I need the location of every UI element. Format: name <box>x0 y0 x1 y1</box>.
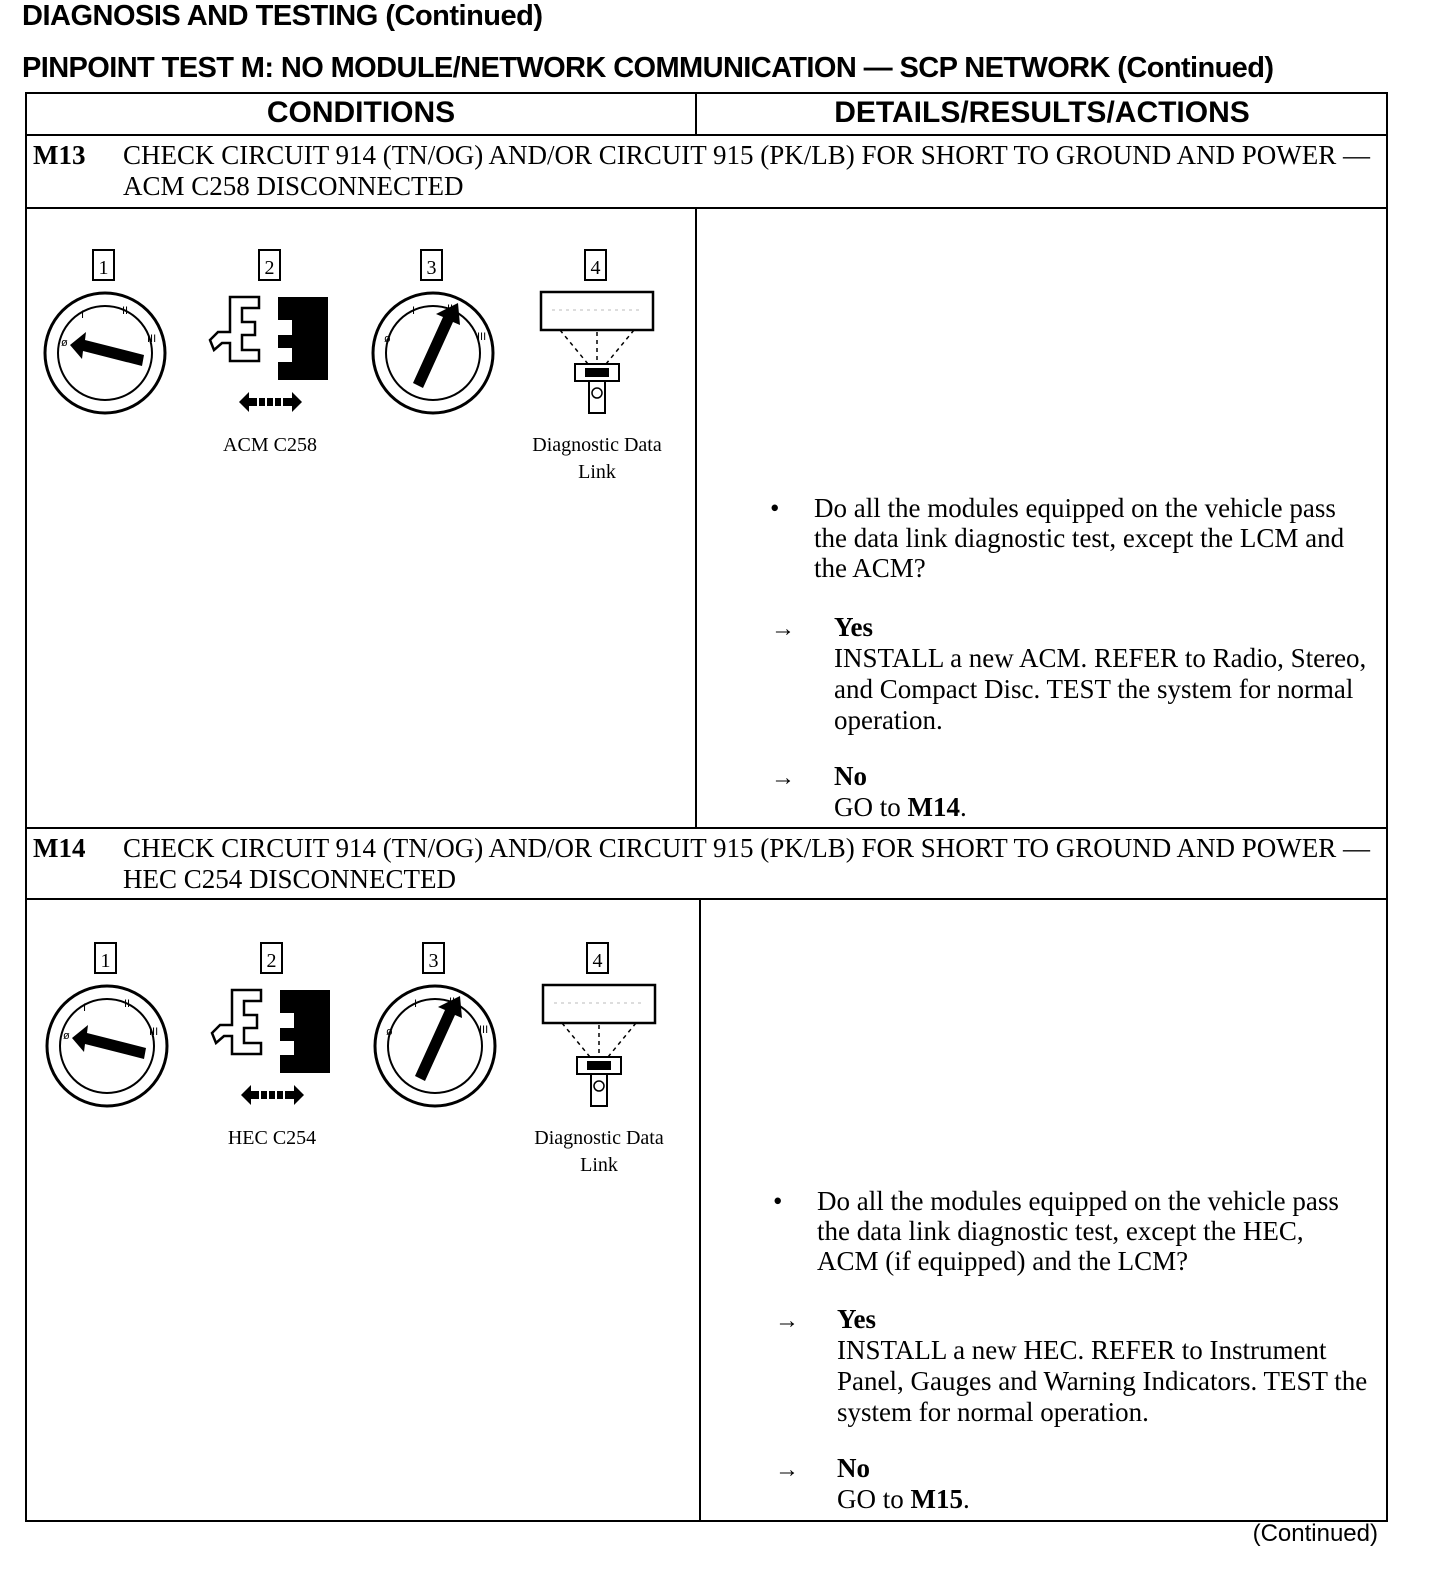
connector-label: ACM C258 <box>223 434 317 456</box>
svg-text:3: 3 <box>428 950 439 972</box>
next-step-ref: M14 <box>907 792 960 822</box>
svg-text:2: 2 <box>266 950 277 972</box>
bullet: • <box>770 493 780 523</box>
row-divider <box>27 898 1386 900</box>
svg-text:III: III <box>147 333 157 345</box>
next-step-ref: M15 <box>910 1484 963 1514</box>
svg-text:I: I <box>81 309 85 321</box>
ignition-off-icon <box>47 986 167 1106</box>
svg-text:ø: ø <box>63 1030 70 1042</box>
step-number-box <box>93 250 114 280</box>
step-title: CHECK CIRCUIT 914 (TN/OG) AND/OR CIRCUIT 915 (PK/LB) FOR SHORT TO GROUND AND POWER — ACM C258 DISCONNECTED <box>123 140 1370 201</box>
svg-text:2: 2 <box>264 257 275 279</box>
step-number-box <box>585 250 606 280</box>
column-divider <box>699 898 701 1520</box>
svg-text:3: 3 <box>426 257 437 279</box>
diagnostic-tool-icon <box>541 292 653 413</box>
m14-procedure-graphics <box>42 933 692 1118</box>
continued-note: (Continued) <box>1252 1520 1378 1547</box>
ignition-off-icon <box>45 293 165 413</box>
svg-text:1: 1 <box>100 950 111 972</box>
svg-text:4: 4 <box>592 950 603 972</box>
no-action: GO to M15. <box>837 1484 970 1514</box>
col-header-details: DETAILS/RESULTS/ACTIONS <box>834 96 1250 129</box>
step-title: CHECK CIRCUIT 914 (TN/OG) AND/OR CIRCUIT 915 (PK/LB) FOR SHORT TO GROUND AND POWER — HEC C254 DISCONNECTED <box>123 833 1370 894</box>
yes-label: Yes <box>837 1304 876 1334</box>
page-title: DIAGNOSIS AND TESTING (Continued) <box>22 0 543 32</box>
step-header-m13 <box>33 140 1380 210</box>
svg-text:ø: ø <box>384 333 391 345</box>
svg-text:ø: ø <box>61 337 68 349</box>
step-number-box <box>423 943 444 973</box>
svg-text:ø: ø <box>386 1026 393 1038</box>
diagnostic-tool-icon <box>543 985 655 1106</box>
step-number-box <box>261 943 282 973</box>
test-question: Do all the modules equipped on the vehicle pass the data link diagnostic test, except the LCM and the ACM? <box>814 493 1345 583</box>
connector-disconnect-icon <box>212 990 330 1105</box>
no-label: No <box>837 1453 870 1483</box>
test-question: Do all the modules equipped on the vehicle pass the data link diagnostic test, except the HEC, ACM (if equipped) and the LCM? <box>817 1186 1339 1276</box>
arrow-icon: → <box>771 765 795 791</box>
row-divider <box>27 207 1386 209</box>
yes-label: Yes <box>834 612 873 642</box>
m13-procedure-graphics <box>40 240 690 425</box>
step-number-box <box>421 250 442 280</box>
row-divider <box>27 827 1386 829</box>
svg-text:III: III <box>149 1026 159 1038</box>
svg-text:I: I <box>412 305 416 317</box>
step-header-m14 <box>33 833 1380 903</box>
step-id: M14 <box>33 833 86 863</box>
step-number-box <box>587 943 608 973</box>
step-number-box <box>259 250 280 280</box>
yes-action: INSTALL a new ACM. REFER to Radio, Stereo, and Compact Disc. TEST the system for normal operation. <box>834 643 1367 735</box>
connector-label: HEC C254 <box>227 1127 317 1149</box>
yes-action: INSTALL a new HEC. REFER to Instrument Panel, Gauges and Warning Indicators. TEST the system for normal operation. <box>837 1335 1368 1427</box>
svg-text:II: II <box>124 998 131 1010</box>
svg-text:I: I <box>83 1002 87 1014</box>
no-label: No <box>834 761 867 791</box>
column-divider <box>695 94 697 134</box>
arrow-icon: → <box>775 1308 799 1334</box>
tool-label: Diagnostic Data Link <box>532 434 662 483</box>
svg-text:4: 4 <box>590 257 601 279</box>
arrow-icon: → <box>771 616 795 642</box>
connector-disconnect-icon <box>210 297 328 412</box>
pinpoint-test-title: PINPOINT TEST M: NO MODULE/NETWORK COMMUNICATION — SCP NETWORK (Continued) <box>22 52 1274 84</box>
row-divider <box>27 134 1386 136</box>
ignition-run-icon <box>375 986 495 1106</box>
svg-text:II: II <box>122 305 129 317</box>
col-header-conditions: CONDITIONS <box>266 96 456 129</box>
column-divider <box>695 207 697 827</box>
bullet: • <box>773 1186 783 1216</box>
step-id: M13 <box>33 140 86 170</box>
arrow-icon: → <box>775 1457 799 1483</box>
svg-text:1: 1 <box>98 257 109 279</box>
tool-label: Diagnostic Data Link <box>534 1127 664 1176</box>
svg-text:III: III <box>479 1024 489 1036</box>
no-action: GO to M14. <box>834 792 967 822</box>
svg-text:III: III <box>477 331 487 343</box>
svg-text:I: I <box>414 998 418 1010</box>
ignition-run-icon <box>373 293 493 413</box>
step-number-box <box>95 943 116 973</box>
